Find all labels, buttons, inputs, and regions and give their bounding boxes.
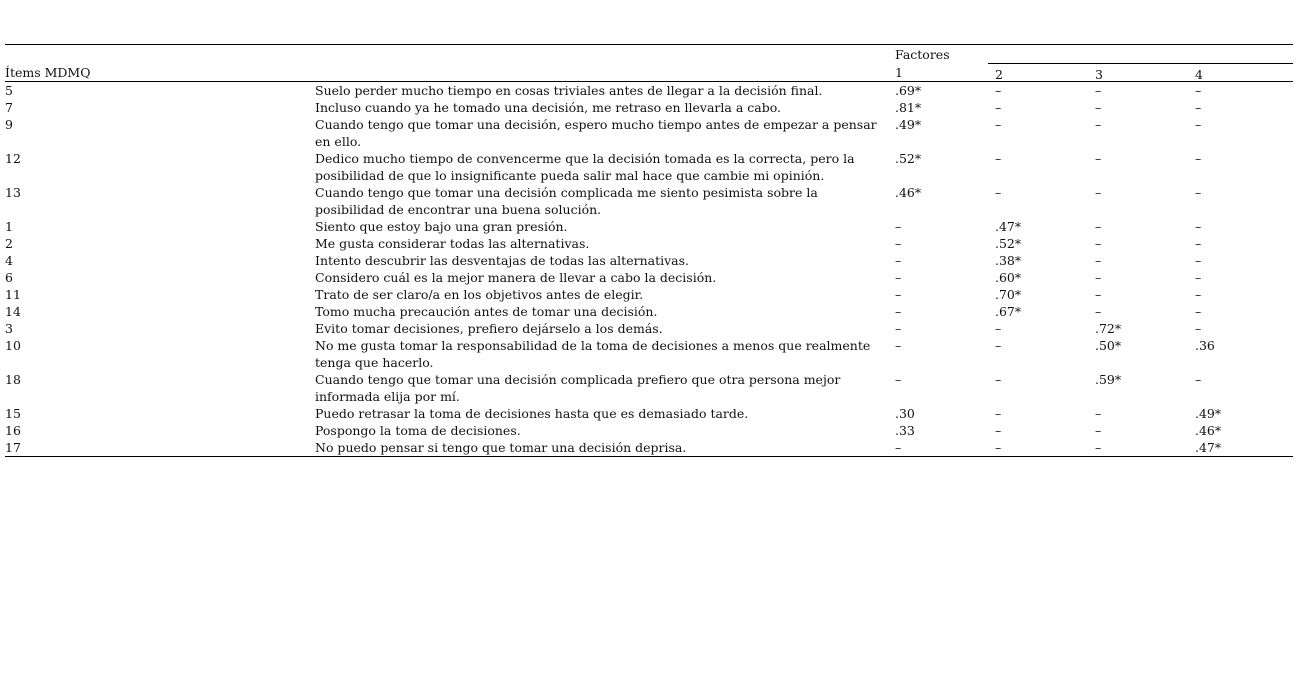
item-text: Incluso cuando ya he tomado una decisión, me retraso en llevarla a cabo. <box>315 100 781 115</box>
factor-1-loading: – <box>895 372 902 387</box>
factor-2-header: 2 <box>995 67 1003 82</box>
factor-2-loading: .38* <box>995 253 1022 268</box>
factor-2-loading: – <box>995 151 1002 166</box>
factor-1-loading: .69* <box>895 83 922 98</box>
factores-header: Factores <box>895 47 950 62</box>
factor-1-loading: – <box>895 287 902 302</box>
factor-2-loading: – <box>995 100 1002 115</box>
table-row <box>5 405 1293 422</box>
factor-3-loading: – <box>1095 117 1102 132</box>
factor-3-loading: – <box>1095 185 1102 200</box>
factor-2-loading: – <box>995 117 1002 132</box>
factor-3-loading: – <box>1095 423 1102 438</box>
table-row <box>5 116 1293 150</box>
factor-4-header: 4 <box>1195 67 1203 82</box>
factor-1-loading: – <box>895 304 902 319</box>
factor-3-loading: – <box>1095 253 1102 268</box>
factor-4-loading: – <box>1195 185 1202 200</box>
factor-2-loading: – <box>995 338 1002 353</box>
factor-3-loading: .50* <box>1095 338 1122 353</box>
table-row <box>5 150 1293 184</box>
factor-2-loading: .47* <box>995 219 1022 234</box>
factor-4-loading: – <box>1195 236 1202 251</box>
item-text: Considero cuál es la mejor manera de llevar a cabo la decisión. <box>315 270 717 285</box>
item-text: Suelo perder mucho tiempo en cosas triviales antes de llegar a la decisión final. <box>315 83 823 98</box>
table-row <box>5 371 1293 405</box>
item-number: 15 <box>5 406 21 421</box>
item-text: Tomo mucha precaución antes de tomar una decisión. <box>315 304 658 319</box>
factor-4-loading: – <box>1195 253 1202 268</box>
item-number: 3 <box>5 321 13 336</box>
factor-2-loading: – <box>995 406 1002 421</box>
factor-3-loading: – <box>1095 406 1102 421</box>
item-text: Cuando tengo que tomar una decisión complicada me siento pesimista sobre la posibilidad de encontrar una buena solución. <box>315 185 818 217</box>
factor-1-loading: .46* <box>895 185 922 200</box>
item-number: 2 <box>5 236 13 251</box>
item-number: 16 <box>5 423 21 438</box>
factores-subrule <box>988 63 1293 64</box>
factor-2-loading: – <box>995 372 1002 387</box>
factor-4-loading: – <box>1195 304 1202 319</box>
factor-1-loading: – <box>895 236 902 251</box>
table-row <box>5 286 1293 303</box>
factor-4-loading: – <box>1195 83 1202 98</box>
table-row <box>5 337 1293 371</box>
item-text: No puedo pensar si tengo que tomar una decisión deprisa. <box>315 440 687 455</box>
factor-4-loading: – <box>1195 321 1202 336</box>
factor-3-loading: – <box>1095 287 1102 302</box>
factor-1-loading: .81* <box>895 100 922 115</box>
item-number: 13 <box>5 185 21 200</box>
item-number: 1 <box>5 219 13 234</box>
item-number: 10 <box>5 338 21 353</box>
factor-1-loading: .33 <box>895 423 915 438</box>
factor-4-loading: – <box>1195 372 1202 387</box>
table-body <box>5 82 1293 456</box>
factor-3-loading: – <box>1095 440 1102 455</box>
factor-2-loading: .70* <box>995 287 1022 302</box>
factor-loadings-table <box>5 44 1293 457</box>
factor-4-loading: – <box>1195 100 1202 115</box>
factor-2-loading: – <box>995 423 1002 438</box>
item-text: No me gusta tomar la responsabilidad de la toma de decisiones a menos que realmente tenga que hacerlo. <box>315 338 871 370</box>
table-row <box>5 235 1293 252</box>
table-bottom-rule <box>5 456 1293 457</box>
item-number: 18 <box>5 372 21 387</box>
table-row <box>5 320 1293 337</box>
item-text: Cuando tengo que tomar una decisión complicada prefiero que otra persona mejor informada elija por mí. <box>315 372 841 404</box>
item-number: 11 <box>5 287 21 302</box>
item-number: 17 <box>5 440 21 455</box>
factor-1-loading: – <box>895 440 902 455</box>
factor-4-loading: – <box>1195 287 1202 302</box>
factor-3-loading: – <box>1095 236 1102 251</box>
factor-4-loading: .46* <box>1195 423 1222 438</box>
factor-1-loading: – <box>895 219 902 234</box>
factor-2-loading: – <box>995 440 1002 455</box>
factor-1-loading: .52* <box>895 151 922 166</box>
table-row <box>5 82 1293 99</box>
factor-4-loading: – <box>1195 219 1202 234</box>
item-text: Puedo retrasar la toma de decisiones hasta que es demasiado tarde. <box>315 406 749 421</box>
item-text: Cuando tengo que tomar una decisión, espero mucho tiempo antes de empezar a pensar en ello. <box>315 117 877 149</box>
factor-4-loading: – <box>1195 151 1202 166</box>
factor-3-loading: .72* <box>1095 321 1122 336</box>
factor-4-loading: – <box>1195 270 1202 285</box>
factor-1-loading: – <box>895 270 902 285</box>
factor-3-header: 3 <box>1095 67 1103 82</box>
item-text: Siento que estoy bajo una gran presión. <box>315 219 568 234</box>
factor-3-loading: – <box>1095 304 1102 319</box>
factor-3-loading: – <box>1095 83 1102 98</box>
factor-1-loading: – <box>895 338 902 353</box>
item-number: 4 <box>5 253 13 268</box>
table-row <box>5 184 1293 218</box>
factor-3-loading: – <box>1095 151 1102 166</box>
item-text: Trato de ser claro/a en los objetivos antes de elegir. <box>315 287 644 302</box>
item-number: 12 <box>5 151 21 166</box>
table-row <box>5 252 1293 269</box>
item-number: 5 <box>5 83 13 98</box>
factor-1-header: 1 <box>895 65 903 80</box>
factor-2-loading: – <box>995 83 1002 98</box>
factor-4-loading: .49* <box>1195 406 1222 421</box>
item-text: Evito tomar decisiones, prefiero dejárselo a los demás. <box>315 321 663 336</box>
factor-4-loading: .36 <box>1195 338 1215 353</box>
item-text: Intento descubrir las desventajas de todas las alternativas. <box>315 253 689 268</box>
factor-4-loading: .47* <box>1195 440 1222 455</box>
factor-2-loading: – <box>995 185 1002 200</box>
factor-3-loading: – <box>1095 219 1102 234</box>
table-row <box>5 439 1293 456</box>
factor-2-loading: .52* <box>995 236 1022 251</box>
table-row <box>5 422 1293 439</box>
factor-1-loading: – <box>895 321 902 336</box>
table-row <box>5 303 1293 320</box>
table-row <box>5 99 1293 116</box>
factor-2-loading: .67* <box>995 304 1022 319</box>
table-row <box>5 218 1293 235</box>
factor-1-loading: .49* <box>895 117 922 132</box>
item-text: Me gusta considerar todas las alternativas. <box>315 236 590 251</box>
factor-4-loading: – <box>1195 117 1202 132</box>
factor-2-loading: – <box>995 321 1002 336</box>
item-number: 7 <box>5 100 13 115</box>
factor-2-loading: .60* <box>995 270 1022 285</box>
items-header: Ítems MDMQ <box>5 65 91 80</box>
table-header <box>5 45 1293 81</box>
table-row <box>5 269 1293 286</box>
factor-1-loading: .30 <box>895 406 915 421</box>
item-text: Dedico mucho tiempo de convencerme que la decisión tomada es la correcta, pero la posibilidad de que lo insignificante pueda salir mal hace que cambie mi opinión. <box>315 151 855 183</box>
item-number: 9 <box>5 117 13 132</box>
factor-3-loading: .59* <box>1095 372 1122 387</box>
factor-1-loading: – <box>895 253 902 268</box>
item-text: Pospongo la toma de decisiones. <box>315 423 521 438</box>
factor-3-loading: – <box>1095 270 1102 285</box>
item-number: 6 <box>5 270 13 285</box>
item-number: 14 <box>5 304 21 319</box>
factor-3-loading: – <box>1095 100 1102 115</box>
